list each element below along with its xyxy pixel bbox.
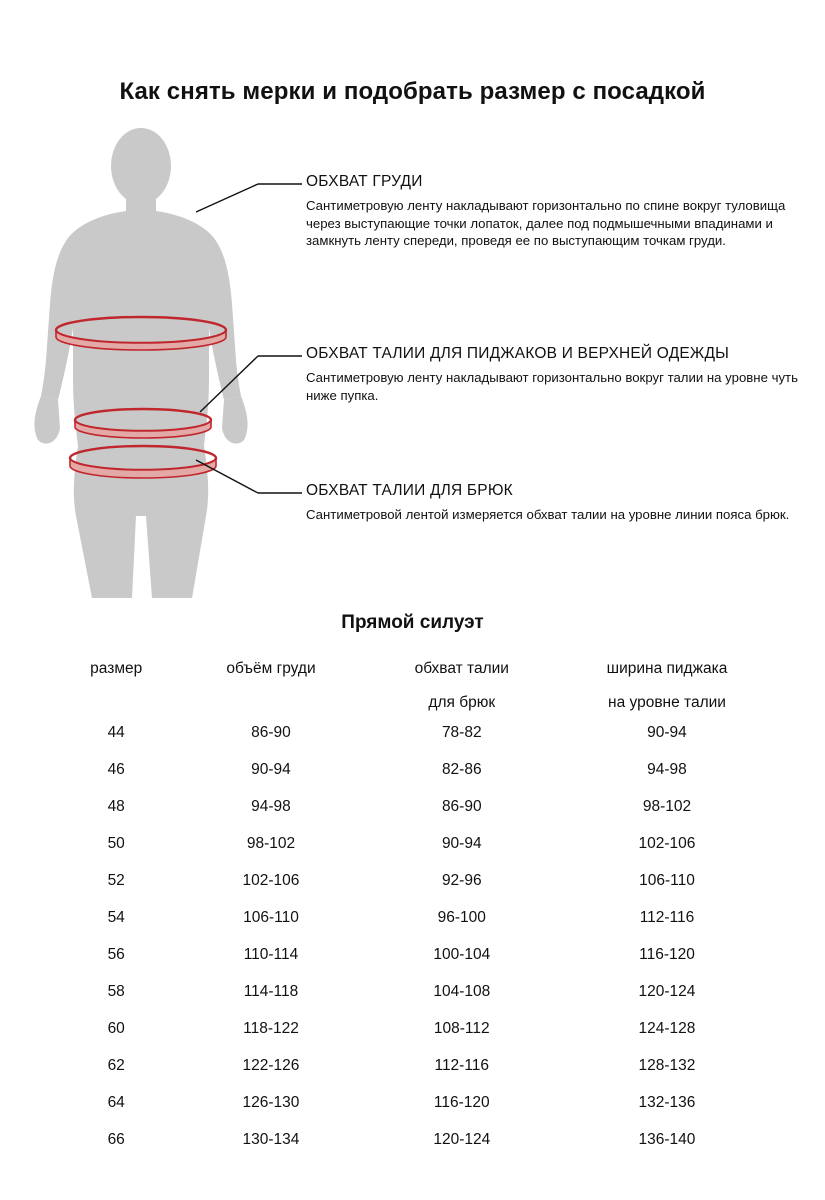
callout-trouser-waist-title: ОБХВАТ ТАЛИИ ДЛЯ БРЮК: [306, 482, 513, 499]
callout-jacket-waist-body: Сантиметровую ленту накладывают горизонтально вокруг талии на уровне чуть ниже пупка.: [306, 370, 798, 403]
cell-jacket-width: 102-106: [638, 834, 696, 852]
cell-size: 64: [107, 1093, 125, 1111]
cell-waist: 120-124: [433, 1130, 491, 1148]
callout-chest-body: Сантиметровую ленту накладывают горизонтально по спине вокруг туловища через выступающие точки лопаток, далее под подмышечными впадинами и замкнуть ленту спереди, проведя ее по выступающим точкам груди.: [306, 198, 786, 249]
cell-jacket-width: 106-110: [639, 871, 695, 889]
cell-jacket-width: 136-140: [638, 1130, 696, 1148]
size-table-title: Прямой силуэт: [341, 612, 484, 633]
table-row: [55, 973, 775, 1010]
cell-jacket-width: 98-102: [642, 797, 692, 815]
callout-trouser-waist: [306, 482, 806, 524]
cell-size: 58: [107, 982, 125, 1000]
column-header-jacket-width: ширина пиджака на уровне талии: [606, 660, 728, 711]
cell-waist: 108-112: [433, 1019, 490, 1037]
size-table: [55, 660, 775, 1158]
cell-waist: 116-120: [433, 1093, 490, 1111]
cell-size: 56: [107, 945, 125, 963]
cell-chest: 86-90: [251, 723, 291, 741]
cell-jacket-width: 90-94: [647, 723, 687, 741]
table-row: [55, 1047, 775, 1084]
callout-trouser-waist-body: Сантиметровой лентой измеряется обхват талии на уровне линии пояса брюк.: [306, 507, 790, 522]
cell-chest: 130-134: [242, 1130, 300, 1148]
cell-size: 60: [107, 1019, 125, 1037]
cell-jacket-width: 116-120: [639, 945, 695, 963]
table-row: [55, 751, 775, 788]
cell-chest: 102-106: [242, 871, 300, 889]
cell-chest: 94-98: [251, 797, 291, 815]
page-title: Как снять мерки и подобрать размер с посадкой: [119, 78, 706, 105]
callout-chest-title: ОБХВАТ ГРУДИ: [306, 173, 423, 190]
cell-waist: 86-90: [441, 797, 482, 815]
cell-jacket-width: 132-136: [638, 1093, 696, 1111]
cell-chest: 90-94: [251, 760, 291, 778]
cell-chest: 118-122: [243, 1019, 299, 1037]
cell-waist: 90-94: [441, 834, 482, 852]
table-row: [55, 936, 775, 973]
size-table-header-row: [55, 660, 775, 714]
column-header-chest: объём груди: [226, 660, 316, 677]
cell-jacket-width: 94-98: [647, 760, 687, 778]
cell-size: 62: [107, 1056, 125, 1074]
table-row: [55, 899, 775, 936]
cell-waist: 104-108: [433, 982, 491, 1000]
cell-chest: 126-130: [242, 1093, 300, 1111]
cell-chest: 110-114: [243, 945, 299, 963]
table-row: [55, 714, 775, 751]
cell-chest: 106-110: [243, 908, 299, 926]
cell-size: 54: [107, 908, 125, 926]
table-row: [55, 1084, 775, 1121]
cell-waist: 92-96: [441, 871, 482, 889]
cell-waist: 112-116: [434, 1056, 490, 1074]
cell-waist: 78-82: [441, 723, 482, 741]
table-row: [55, 825, 775, 862]
cell-size: 66: [107, 1130, 125, 1148]
cell-waist: 82-86: [441, 760, 482, 778]
cell-size: 48: [107, 797, 125, 815]
cell-jacket-width: 112-116: [639, 908, 695, 926]
column-header-waist: обхват талии для брюк: [414, 660, 509, 711]
table-row: [55, 788, 775, 825]
cell-chest: 114-118: [243, 982, 299, 1000]
callout-jacket-waist: [306, 345, 821, 404]
cell-jacket-width: 124-128: [638, 1019, 696, 1037]
body-measurement-figure: [20, 128, 300, 618]
table-row: [55, 862, 775, 899]
cell-size: 50: [107, 834, 125, 852]
callout-jacket-waist-title: ОБХВАТ ТАЛИИ ДЛЯ ПИДЖАКОВ И ВЕРХНЕЙ ОДЕЖДЫ: [306, 345, 730, 362]
callout-chest: [306, 173, 806, 250]
cell-size: 46: [107, 760, 125, 778]
body-silhouette-shape: [34, 128, 247, 598]
cell-waist: 100-104: [433, 945, 491, 963]
table-row: [55, 1121, 775, 1158]
size-table-body: [55, 714, 775, 1158]
cell-jacket-width: 120-124: [638, 982, 696, 1000]
column-header-size: размер: [90, 660, 143, 677]
cell-waist: 96-100: [437, 908, 486, 926]
cell-chest: 122-126: [242, 1056, 300, 1074]
cell-chest: 98-102: [246, 834, 296, 852]
table-row: [55, 1010, 775, 1047]
cell-size: 44: [107, 723, 125, 741]
cell-jacket-width: 128-132: [638, 1056, 696, 1074]
cell-size: 52: [107, 871, 125, 889]
